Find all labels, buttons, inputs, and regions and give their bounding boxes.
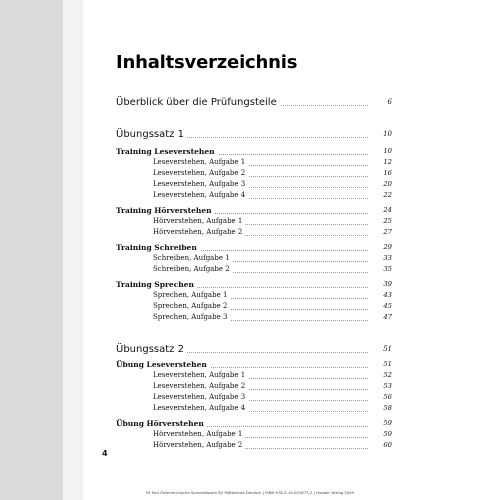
toc-entry-label: Übung Leseverstehen — [116, 359, 210, 370]
toc-entry — [0, 205, 392, 216]
toc-entry-label: Sprechen, Aufgabe 3 — [153, 312, 230, 323]
toc-entry — [0, 179, 392, 190]
toc-entry — [0, 264, 392, 275]
page-title: Inhaltsverzeichnis — [116, 52, 298, 73]
toc-entry-page: 59 — [383, 419, 392, 427]
toc-entry — [0, 190, 392, 201]
toc-entry — [0, 370, 392, 381]
toc-entry-label: Leseverstehen, Aufgabe 4 — [153, 403, 248, 414]
toc-entry — [0, 146, 392, 157]
toc-entry — [0, 392, 392, 403]
toc-entry-label: Leseverstehen, Aufgabe 2 — [153, 381, 248, 392]
toc-entry — [0, 216, 392, 227]
toc-entry-label: Leseverstehen, Aufgabe 2 — [153, 168, 248, 179]
toc-entry-page: 29 — [383, 243, 392, 251]
toc-entry-label: Training Leseverstehen — [116, 146, 218, 157]
toc-entry — [0, 403, 392, 414]
toc-entry-label: Sprechen, Aufgabe 2 — [153, 301, 230, 312]
toc-entry-label: Leseverstehen, Aufgabe 3 — [153, 392, 248, 403]
footer-text: Fit fürs Österreichische Sprachdiplom B2 Mittelstufe Deutsch | ISBN 978-3-19-001677-2 | Hueber Verlag 2009 — [146, 490, 354, 495]
toc-entry — [0, 168, 392, 179]
toc-entry-label: Schreiben, Aufgabe 2 — [153, 264, 233, 275]
toc-entry-page: 25 — [383, 217, 392, 225]
toc-entry-label: Training Schreiben — [116, 242, 200, 253]
toc-entry-label: Hörverstehen, Aufgabe 2 — [153, 227, 245, 238]
toc-entry-page: 27 — [383, 228, 392, 236]
toc-entry — [0, 242, 392, 253]
toc-entry-label: Leseverstehen, Aufgabe 3 — [153, 179, 248, 190]
toc-entry — [0, 279, 392, 290]
toc-entry — [0, 440, 392, 451]
toc-entry-label: Übungssatz 1 — [116, 129, 187, 140]
toc-entry-label: Training Hörverstehen — [116, 205, 215, 216]
toc-entry — [0, 381, 392, 392]
toc-entry-label: Übung Hörverstehen — [116, 418, 207, 429]
toc-entry — [0, 429, 392, 440]
toc-entry-label: Hörverstehen, Aufgabe 1 — [153, 429, 245, 440]
toc-entry-page: 51 — [383, 360, 392, 368]
toc-entry-label: Leseverstehen, Aufgabe 1 — [153, 157, 248, 168]
toc-entry-page: 22 — [383, 191, 392, 199]
toc-entry-page: 53 — [383, 382, 392, 390]
toc-entry — [0, 227, 392, 238]
toc-entry — [0, 344, 392, 355]
toc-entry-page: 12 — [383, 158, 392, 166]
toc-entry — [0, 157, 392, 168]
toc-entry-label: Sprechen, Aufgabe 1 — [153, 290, 230, 301]
toc-entry — [0, 290, 392, 301]
toc-entry-page: 39 — [383, 280, 392, 288]
toc-entry-page: 45 — [383, 302, 392, 310]
page-number: 4 — [102, 449, 108, 458]
toc-entry-page: 35 — [383, 265, 392, 273]
toc-entry-page: 56 — [383, 393, 392, 401]
toc-entry-page: 52 — [383, 371, 392, 379]
toc-entry-page: 10 — [383, 147, 392, 155]
toc-entry-page: 59 — [383, 430, 392, 438]
toc-entry-label: Überblick über die Prüfungsteile — [116, 97, 280, 108]
toc-entry-page: 6 — [387, 98, 392, 106]
toc-entry — [0, 129, 392, 140]
toc-entry — [0, 359, 392, 370]
toc-entry-label: Übungssatz 2 — [116, 344, 187, 355]
toc-entry-page: 47 — [383, 313, 392, 321]
toc-entry — [0, 418, 392, 429]
toc-entry-label: Hörverstehen, Aufgabe 1 — [153, 216, 245, 227]
toc-entry-page: 24 — [383, 206, 392, 214]
toc-entry-page: 60 — [383, 441, 392, 449]
toc-entry — [0, 97, 392, 108]
toc-entry-label: Leseverstehen, Aufgabe 1 — [153, 370, 248, 381]
toc-entry-page: 43 — [383, 291, 392, 299]
toc-entry-label: Hörverstehen, Aufgabe 2 — [153, 440, 245, 451]
toc-entry-page: 58 — [383, 404, 392, 412]
toc-entry — [0, 312, 392, 323]
toc-entry-label: Leseverstehen, Aufgabe 4 — [153, 190, 248, 201]
toc-entry — [0, 253, 392, 264]
toc-entry-page: 16 — [383, 169, 392, 177]
toc-entry-label: Training Sprechen — [116, 279, 197, 290]
toc-entry-label: Schreiben, Aufgabe 1 — [153, 253, 233, 264]
toc-entry-page: 20 — [383, 180, 392, 188]
toc-entry-page: 51 — [383, 345, 392, 353]
toc-entry-page: 10 — [383, 130, 392, 138]
toc-entry — [0, 301, 392, 312]
toc-entry-page: 33 — [383, 254, 392, 262]
